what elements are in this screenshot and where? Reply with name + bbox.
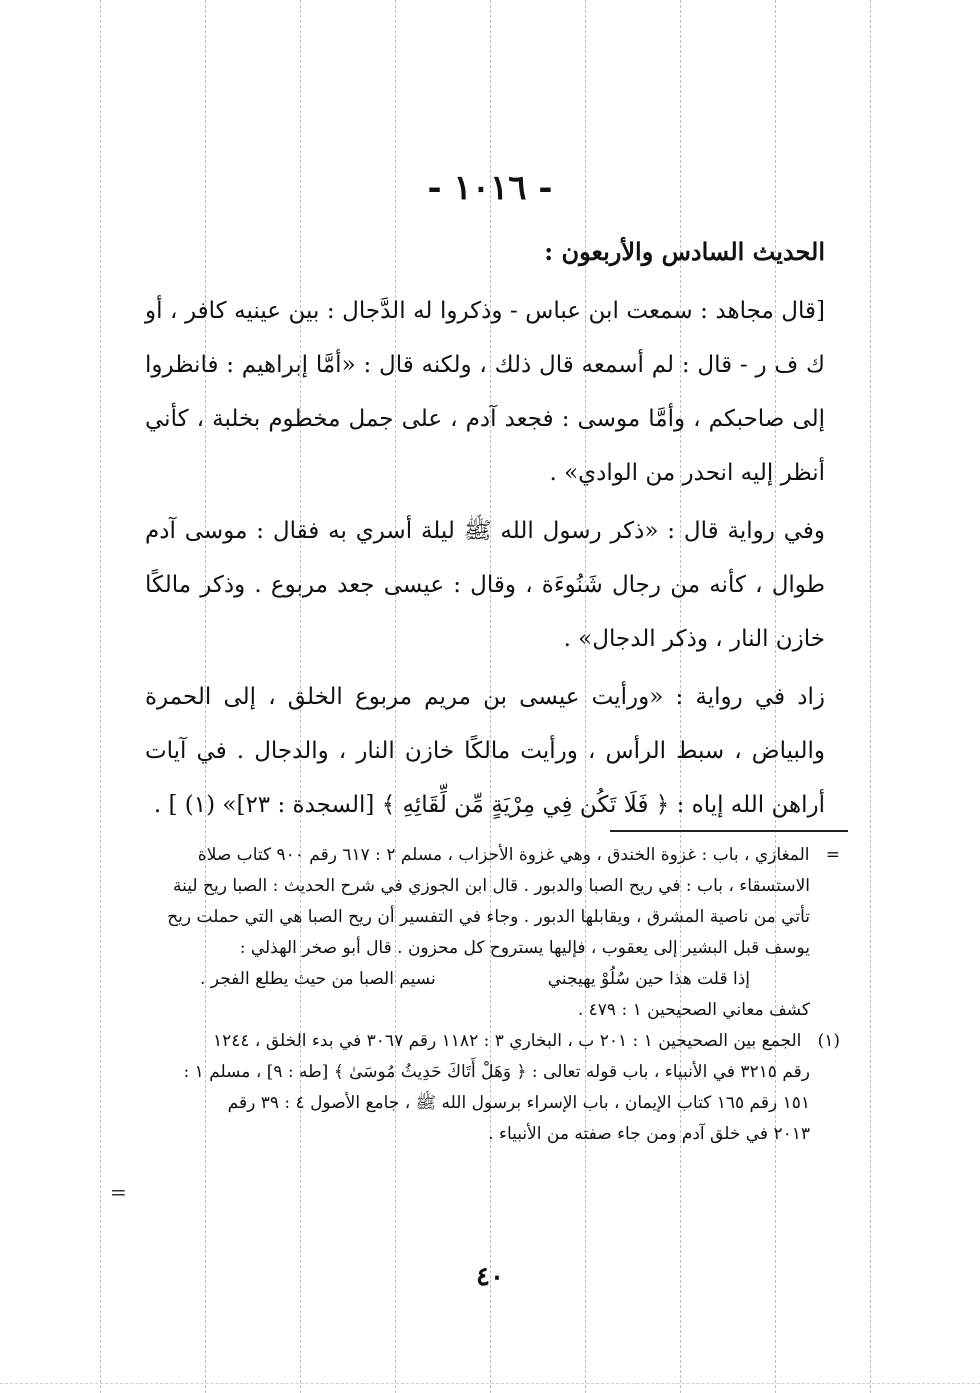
poem-second-hemistich: نسيم الصبا من حيث يطلع الفجر . xyxy=(200,969,436,989)
trailing-mark: = xyxy=(110,1180,127,1204)
footnote-continuation-line: = المغازي ، باب : غزوة الخندق ، وهي غزوة الأحزاب ، مسلم ٢ : ٦١٧ رقم ٩٠٠ كتاب صلاة xyxy=(197,845,840,865)
poem-first-hemistich: إذا قلت هذا حين سُلُوْ يهيجني xyxy=(547,969,750,989)
paragraph-mujahid: [قال مجاهد : سمعت ابن عباس - وذكروا له الدَّجال : بين عينيه كافر ، أو ك ف ر - قال : لم أسمعه قال ذلك ، ولكنه قال : «أمَّا إبراهيم : فانظروا إلى صاحبكم ، وأمَّا موسى : فجعد آدم ، على جمل مخطوم بخلبة ، كأني أنظر إليه انحدر من الوادي» . xyxy=(145,298,825,486)
page-number: ٤٠ xyxy=(476,1262,504,1292)
footnote-1-line: ١٥١ رقم ١٦٥ كتاب الإيمان ، باب الإسراء برسول الله ﷺ ، جامع الأصول ٤ : ٣٩ رقم xyxy=(227,1093,810,1113)
page-marker: - ١٠١٦ - xyxy=(427,168,553,208)
guide-line xyxy=(0,1383,980,1384)
footnote-source: كشف معاني الصحيحين ١ : ٤٧٩ . xyxy=(577,1000,810,1020)
paragraph-riwaya: وفي رواية قال : «ذكر رسول الله ﷺ ليلة أسري به فقال : موسى آدم طوال ، كأنه من رجال شَنُوءَة ، وقال : عيسى جعد مربوع . وذكر مالكًا خازن النار ، وذكر الدجال» . xyxy=(145,518,825,652)
footnotes xyxy=(140,840,840,1150)
main-text xyxy=(145,232,825,836)
poem-verse xyxy=(140,964,840,995)
footnote-1-line: ٢٠١٣ في خلق آدم ومن جاء صفته من الأنبياء . xyxy=(488,1124,810,1144)
hadith-heading: الحديث السادس والأربعون : xyxy=(544,237,825,266)
paragraph-ziyada: زاد في رواية : «ورأيت عيسى بن مريم مربوع الخلق ، إلى الحمرة والبياض ، سبط الرأس ، ورأيت مالكًا خازن النار ، والدجال . في آيات أراهن الله إياه : ﴿ فَلَا تَكُن فِي مِرْيَةٍ مِّن لِّقَائِهِ ﴾ [السجدة : ٢٣]» (١) ] . xyxy=(145,684,825,818)
footnote-1-line: رقم ٣٢١٥ في الأنبياء ، باب قوله تعالى : ﴿ وَهَلْ أَتَاكَ حَدِيثُ مُوسَىٰ ﴾ [طه : ٩] ، مسلم ١ : xyxy=(183,1062,810,1082)
footnote-number: (١) xyxy=(817,1031,840,1051)
footnote-separator xyxy=(610,830,848,832)
footnote-continuation-line: الاستسقاء ، باب : في ريح الصبا والدبور . قال ابن الجوزي في شرح الحديث : الصبا ريح لينة xyxy=(173,876,810,896)
guide-line xyxy=(100,0,101,1393)
continuation-mark: = xyxy=(825,845,840,865)
guide-line xyxy=(870,0,871,1393)
footnote-continuation-line: تأتي من ناصية المشرق ، ويقابلها الدبور . وجاء في التفسير أن ريح الصبا هي التي حملت ريح xyxy=(167,907,810,927)
footnote-continuation-line: يوسف قبل البشير إلى يعقوب ، فإليها يستروح كل محزون . قال أبو صخر الهذلي : xyxy=(239,938,810,958)
footnote-1: (١) الجمع بين الصحيحين ١ : ٢٠١ ب ، البخاري ٣ : ١١٨٢ رقم ٣٠٦٧ في بدء الخلق ، ١٢٤٤ xyxy=(213,1031,840,1051)
